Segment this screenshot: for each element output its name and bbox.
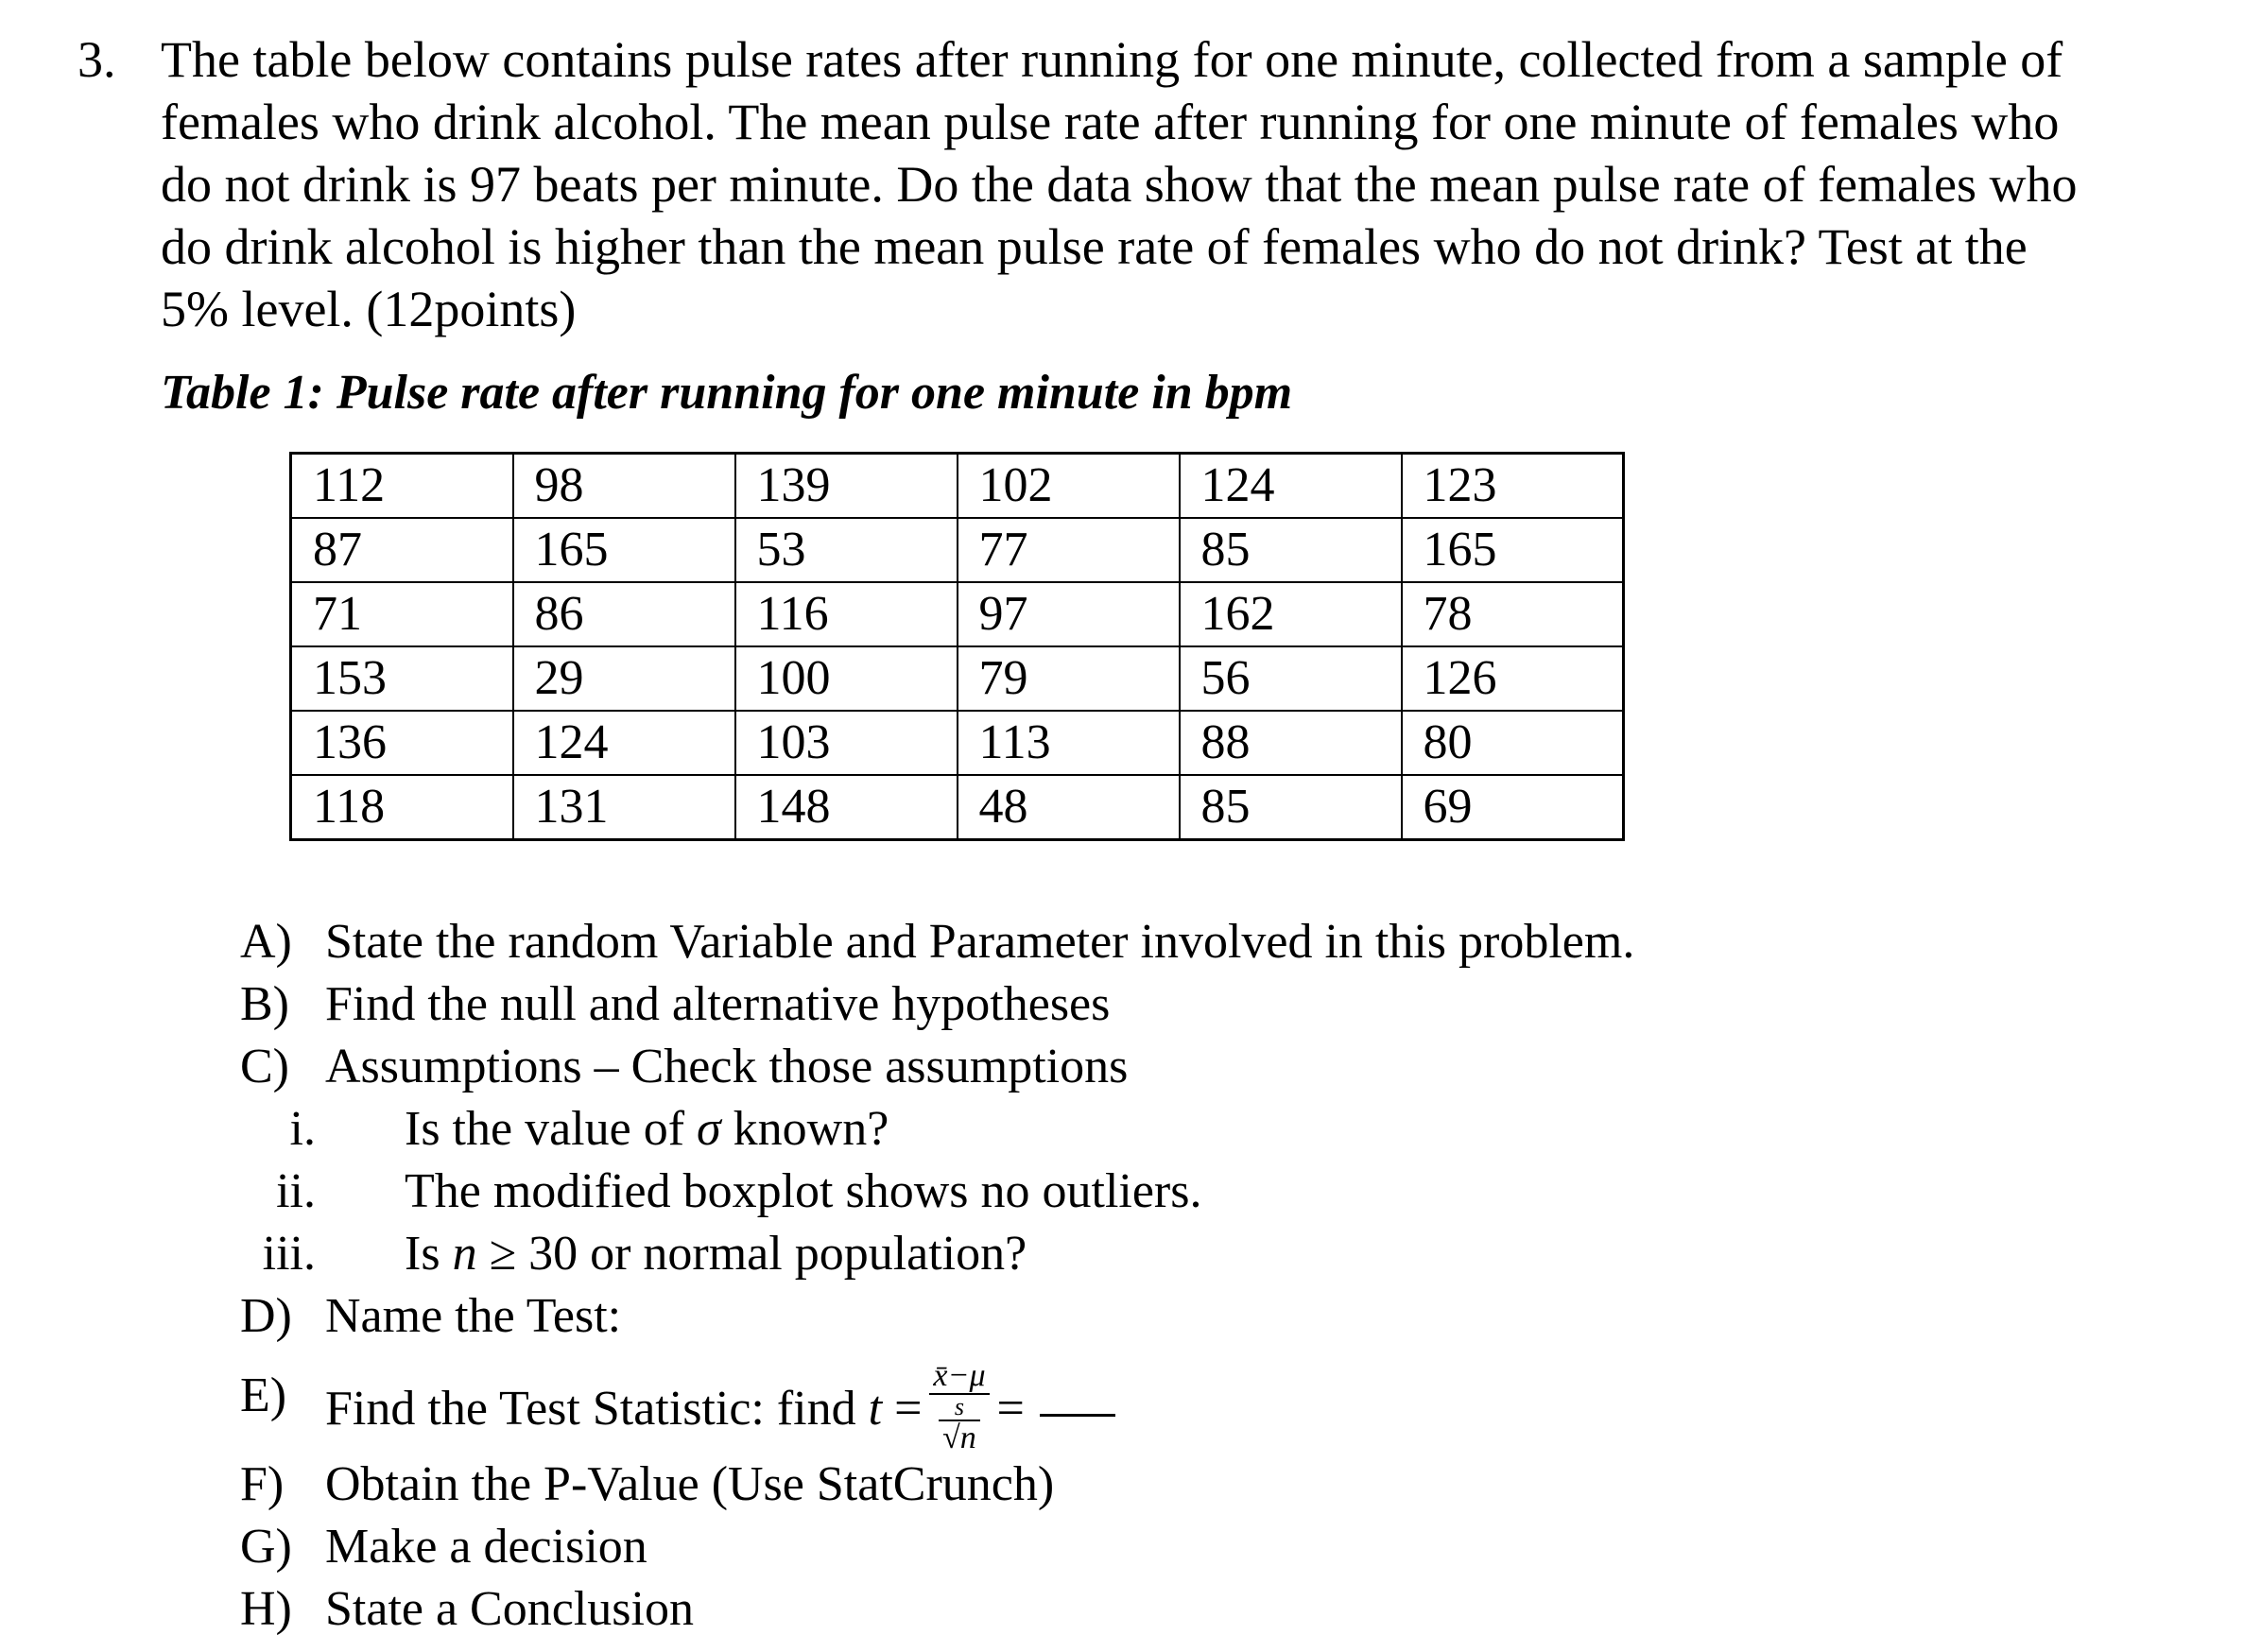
table-cell: 102 xyxy=(958,454,1180,519)
formula-root-n: √n xyxy=(942,1420,976,1455)
prompt-line: females who drink alcohol. The mean pulse rate after running for one minute of females who xyxy=(161,94,2060,150)
item-text: Find the null and alternative hypotheses xyxy=(325,977,1111,1031)
item-label: H) xyxy=(240,1582,292,1636)
table-cell: 53 xyxy=(735,518,958,582)
table-row xyxy=(291,454,1624,519)
table-cell: 139 xyxy=(735,454,958,519)
text-part: Is the value of xyxy=(405,1102,698,1156)
table-row xyxy=(291,711,1624,775)
table-cell: 124 xyxy=(513,711,735,775)
sub-item-text xyxy=(405,1223,1027,1285)
text-part: known? xyxy=(720,1102,889,1156)
item-text: State the random Variable and Parameter involved in this problem. xyxy=(325,915,1635,969)
table-cell: 100 xyxy=(735,646,958,711)
table-cell: 131 xyxy=(513,775,735,840)
sub-item-label: iii. xyxy=(262,1227,316,1281)
table-cell: 118 xyxy=(291,775,513,840)
table-cell: 79 xyxy=(958,646,1180,711)
table-cell: 71 xyxy=(291,582,513,646)
formula-denominator xyxy=(929,1395,989,1455)
table-cell: 78 xyxy=(1402,582,1624,646)
table-row xyxy=(291,646,1624,711)
table-cell: 165 xyxy=(513,518,735,582)
item-text: Assumptions – Check those assumptions xyxy=(325,1040,1129,1093)
pulse-rate-table xyxy=(289,452,1625,841)
prompt-line: do drink alcohol is higher than the mean pulse rate of females who do not drink? Test at the xyxy=(161,218,2028,275)
table-cell: 126 xyxy=(1402,646,1624,711)
table-row xyxy=(291,518,1624,582)
t-symbol: t xyxy=(868,1381,883,1436)
sigma-symbol: σ xyxy=(697,1102,721,1156)
table-cell: 153 xyxy=(291,646,513,711)
prompt-line: 5% level. (12points) xyxy=(161,281,577,337)
table-cell: 48 xyxy=(958,775,1180,840)
prompt-line: do not drink is 97 beats per minute. Do the data show that the mean pulse rate of females who xyxy=(161,156,2078,213)
sub-item-label: i. xyxy=(289,1102,316,1156)
sub-item-text xyxy=(405,1098,889,1161)
prompt-line: The table below contains pulse rates after running for one minute, collected from a sample of xyxy=(161,31,2063,88)
table-cell: 85 xyxy=(1180,775,1402,840)
problem-prompt xyxy=(161,28,2193,340)
table-row xyxy=(291,775,1624,840)
item-label: D) xyxy=(240,1289,292,1343)
item-text: Name the Test: xyxy=(325,1289,622,1343)
text-part: Is xyxy=(405,1227,453,1281)
table-cell: 98 xyxy=(513,454,735,519)
table-cell: 69 xyxy=(1402,775,1624,840)
table-cell: 88 xyxy=(1180,711,1402,775)
table-cell: 113 xyxy=(958,711,1180,775)
table-cell: 165 xyxy=(1402,518,1624,582)
formula-s: s xyxy=(939,1395,979,1421)
item-text: Make a decision xyxy=(325,1520,647,1574)
item-text: State a Conclusion xyxy=(325,1582,694,1636)
text-part: Find the Test Statistic: find xyxy=(325,1381,869,1436)
sub-item-label: ii. xyxy=(276,1164,316,1218)
equals-sign: = xyxy=(996,1381,1025,1436)
table-cell: 136 xyxy=(291,711,513,775)
table-cell: 148 xyxy=(735,775,958,840)
table-cell: 85 xyxy=(1180,518,1402,582)
answer-blank xyxy=(1040,1414,1115,1417)
table-cell: 97 xyxy=(958,582,1180,646)
table-row xyxy=(291,582,1624,646)
item-label: C) xyxy=(240,1040,289,1093)
table-cell: 116 xyxy=(735,582,958,646)
formula-numerator: x̄−μ xyxy=(929,1359,989,1395)
table-cell: 162 xyxy=(1180,582,1402,646)
test-statistic-formula xyxy=(929,1359,989,1455)
item-label: B) xyxy=(240,977,289,1031)
item-text: Obtain the P-Value (Use StatCrunch) xyxy=(325,1457,1055,1511)
equals-sign: = xyxy=(894,1381,923,1436)
table-cell: 29 xyxy=(513,646,735,711)
table-cell: 56 xyxy=(1180,646,1402,711)
table-cell: 80 xyxy=(1402,711,1624,775)
sub-item-text: The modified boxplot shows no outliers. xyxy=(405,1164,1202,1218)
table-cell: 123 xyxy=(1402,454,1624,519)
item-label: A) xyxy=(240,915,292,969)
n-symbol: n xyxy=(452,1227,477,1281)
table-cell: 112 xyxy=(291,454,513,519)
table-cell: 103 xyxy=(735,711,958,775)
item-label: E) xyxy=(240,1368,287,1422)
problem-number: 3. xyxy=(78,31,116,88)
table-cell: 87 xyxy=(291,518,513,582)
item-label: G) xyxy=(240,1520,292,1574)
table-cell: 77 xyxy=(958,518,1180,582)
text-part: ≥ 30 or normal population? xyxy=(476,1227,1027,1281)
item-text xyxy=(325,1358,1115,1461)
item-label: F) xyxy=(240,1457,285,1511)
table-cell: 86 xyxy=(513,582,735,646)
table-caption: Table 1: Pulse rate after running for one minute in bpm xyxy=(161,366,1293,420)
table-cell: 124 xyxy=(1180,454,1402,519)
